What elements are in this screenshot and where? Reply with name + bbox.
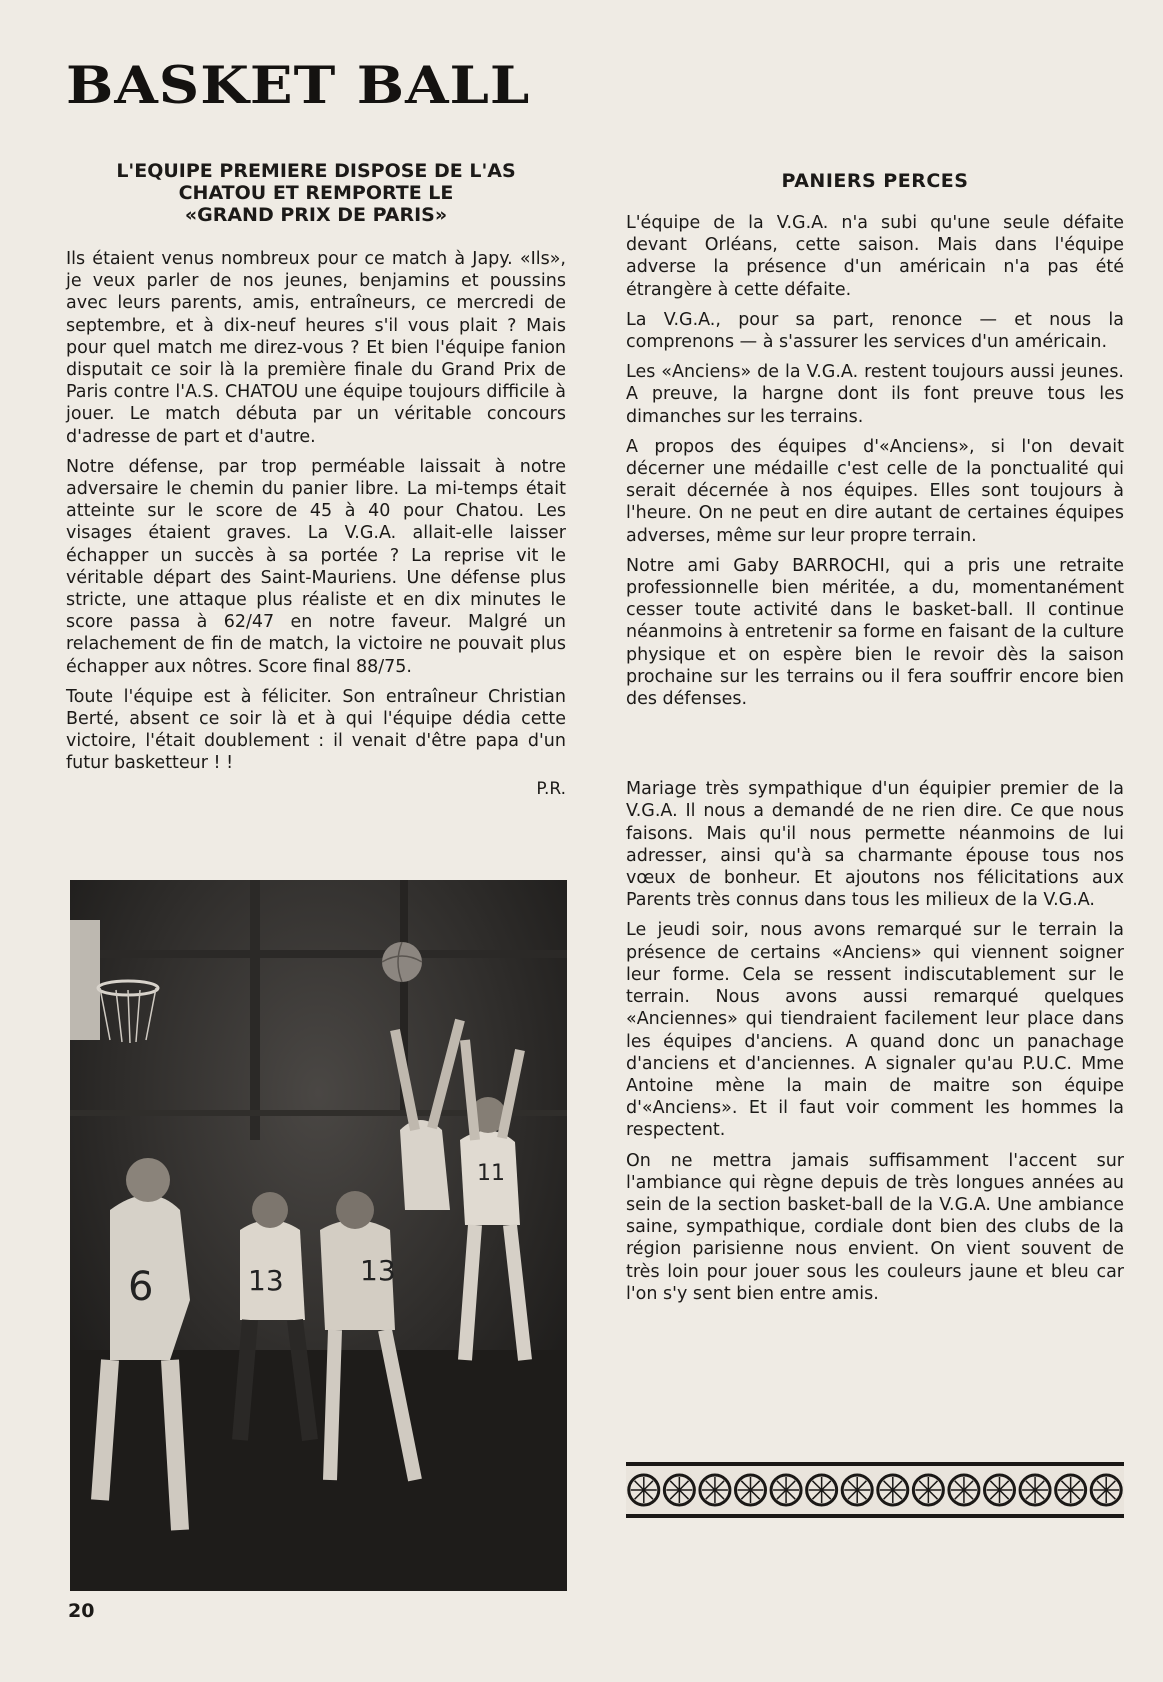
article-paragraph: Ils étaient venus nombreux pour ce match à Japy. «Ils», je veux parler de nos jeunes, benjamins et poussins avec leurs parents, amis, entraîneurs, ce mercredi de septembre, et à dix-neuf heures s'il vous plait ? Mais pour quel match me direz-vous ? Et bien l'équipe fanion disputait ce soir là la première finale du Grand Prix de Paris contre l'A.S. CHATOU une équipe toujours difficile à jouer. Le match débuta par un véritable concours d'adresse de part et d'autre. (66, 249, 566, 447)
ornament-wheel (664, 1475, 694, 1505)
article-paragraph: Le jeudi soir, nous avons remarqué sur le terrain la présence de certains «Anciens» qui viennent soigner leur forme. Cela se ressent indiscutablement sur le terrain. Nous avons aussi remarqué quelques «Anciennes» qui tiendraient facilement leur place dans les équipes d'anciens. A quand donc un panachage d'anciens et d'anciennes. A signaler qu'au P.U.C. Mme Antoine mène la main de maitre son équipe d'«Anciens». Et il faut voir comment les hommes la respectent. (626, 920, 1124, 1141)
article-paragraph: Notre défense, par trop perméable laissait à notre adversaire le chemin du panier libre. La mi-temps était atteinte sur le score de 45 à 40 pour Chatou. Les visages étaient graves. La V.G.A. allait-elle laisser échapper un succès à sa portée ? La reprise vit le véritable départ des Saint-Mauriens. Une défense plus stricte, une attaque plus réaliste et en dix minutes le score passa à 62/47 en notre faveur. Malgré un relachement de fin de match, la victoire ne pouvait plus échapper aux nôtres. Score final 88/75. (66, 456, 566, 677)
page-number: 20 (68, 1600, 95, 1622)
ornament-wheel (700, 1475, 730, 1505)
article-paragraph: La V.G.A., pour sa part, renonce — et nous la comprenons — à s'assurer les services d'un américain. (626, 309, 1124, 353)
article-paragraph: A propos des équipes d'«Anciens», si l'on devait décerner une médaille c'est celle de la ponctualité qui serait décernée à nos équipes. Elles sont toujours à l'heure. On ne peut en dire autant de certaines équipes adverses, même sur leur propre terrain. (626, 436, 1124, 546)
ornament-wheel (1091, 1475, 1121, 1505)
ornament-wheel (629, 1475, 659, 1505)
subtitle-line: L'EQUIPE PREMIERE DISPOSE DE L'AS (116, 160, 516, 182)
article-paragraph: Notre ami Gaby BARROCHI, qui a pris une retraite professionnelle bien méritée, a du, momentanément cesser toute activité dans le basket-ball. Il continue néanmoins à entretenir sa forme en faisant de la culture physique et on espère bien le revoir dès la saison prochaine sur les terrains ou il fera souffrir encore bien des défenses. (626, 555, 1124, 710)
ornament-wheel (736, 1475, 766, 1505)
left-column (66, 55, 566, 809)
basketball-game-image (70, 880, 567, 1591)
article-paragraph: Les «Anciens» de la V.G.A. restent toujours aussi jeunes. A preuve, la hargne dont ils font preuve tous les dimanches sur les terrains. (626, 362, 1124, 427)
section-title: PANIERS PERCES (781, 170, 969, 192)
right-column (626, 170, 1124, 1313)
ornament-wheel (807, 1475, 837, 1505)
ornament-wheel (842, 1475, 872, 1505)
ornament-pattern (626, 1462, 1124, 1518)
jersey-number: 13 (248, 1264, 284, 1297)
article-paragraph: Toute l'équipe est à féliciter. Son entraîneur Christian Berté, absent ce soir là et à qui l'équipe dédia cette victoire, l'était doublement : il venait d'être papa d'un futur basketteur ! ! (66, 686, 566, 774)
page-title: BASKET BALL (66, 55, 531, 117)
ornament-wheel (1056, 1475, 1086, 1505)
decorative-ornament-band (626, 1462, 1124, 1518)
jersey-number: 11 (477, 1161, 505, 1186)
subtitle-line: CHATOU ET REMPORTE LE (178, 182, 454, 204)
article-paragraph: L'équipe de la V.G.A. n'a subi qu'une seule défaite devant Orléans, cette saison. Mais dans l'équipe adverse la présence d'un américain n'a pas été étrangère à cette défaite. (626, 213, 1124, 300)
article-paragraph: Mariage très sympathique d'un équipier premier de la V.G.A. Il nous a demandé de ne rien dire. Ce que nous faisons. Mais qu'il nous permette néanmoins de lui adresser, ainsi qu'à sa charmante épouse tous nos vœux de bonheur. Et ajoutons nos félicitations aux Parents très connus dans tous les milieux de la V.G.A. (626, 779, 1124, 911)
basketball-photo (70, 880, 567, 1591)
ornament-wheel (771, 1475, 801, 1505)
ornament-wheel (985, 1475, 1015, 1505)
column-spacer (626, 718, 1124, 778)
jersey-number: 6 (128, 1264, 154, 1310)
ornament-wheel (949, 1475, 979, 1505)
ornament-wheel (878, 1475, 908, 1505)
ornament-wheel (1020, 1475, 1050, 1505)
article-subtitle (66, 160, 566, 226)
ornament-wheel (913, 1475, 943, 1505)
author-signature: P.R. (536, 778, 566, 799)
article-paragraph: On ne mettra jamais suffisamment l'accent sur l'ambiance qui règne depuis de très longues années au sein de la section basket-ball de la V.G.A. Une ambiance saine, sympathique, cordiale dont bien des clubs de la région parisienne nous envient. On vient souvent de très loin pour jouer sous les couleurs jaune et bleu car l'on s'y sent bien entre amis. (626, 1150, 1124, 1304)
subtitle-line: «GRAND PRIX DE PARIS» (184, 204, 448, 226)
jersey-number: 13 (360, 1254, 396, 1287)
